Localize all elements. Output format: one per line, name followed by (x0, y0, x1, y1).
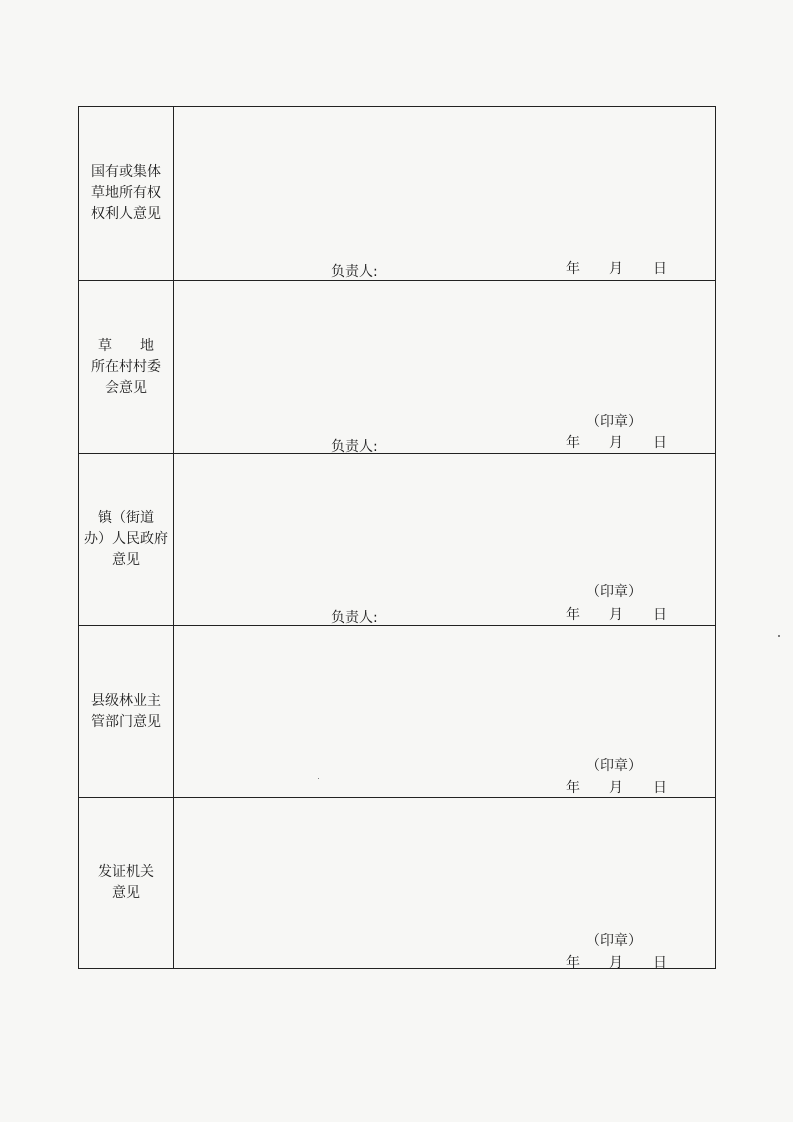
date-year-label: 年 (566, 607, 580, 623)
row-label-line: 意见 (112, 885, 140, 901)
row-label-line: 国有或集体 (91, 164, 161, 180)
date-month-label: 月 (609, 780, 623, 796)
form-row-village-committee-opinion (79, 280, 715, 453)
stamp-label: （印章） (586, 758, 642, 774)
row-label-line: 所在村村委 (91, 358, 161, 375)
opinion-content-cell[interactable] (174, 798, 715, 971)
date-month-label: 月 (609, 261, 623, 277)
opinion-content-cell[interactable] (174, 107, 715, 280)
row-label-cell (79, 798, 174, 968)
stamp-label: （印章） (586, 933, 642, 949)
signer-label: 负责人: (331, 439, 378, 455)
row-label-line: 草 地 (98, 337, 154, 354)
form-row-issuing-authority-opinion (79, 797, 715, 971)
row-label-line: 发证机关 (98, 864, 154, 880)
row-label-line: 办）人民政府 (84, 531, 168, 547)
scan-speck (318, 778, 319, 779)
date-year-label: 年 (566, 261, 580, 277)
form-row-owner-opinion (79, 107, 715, 280)
row-label-cell (79, 626, 174, 797)
opinion-content-cell[interactable] (174, 454, 715, 625)
row-label-line: 草地所有权 (91, 185, 161, 201)
date-year-label: 年 (566, 435, 580, 451)
row-label-cell (79, 454, 174, 625)
date-year-label: 年 (566, 780, 580, 796)
stamp-label: （印章） (586, 584, 642, 600)
row-label-line: 管部门意见 (91, 713, 161, 730)
form-row-county-forestry-opinion (79, 625, 715, 797)
signer-label: 负责人: (331, 264, 378, 280)
row-label-line: 意见 (112, 552, 140, 568)
date-month-label: 月 (609, 955, 623, 971)
stamp-label: （印章） (586, 414, 642, 430)
opinion-form-table (78, 106, 716, 969)
row-label-line: 权利人意见 (91, 206, 161, 222)
form-row-town-government-opinion (79, 453, 715, 625)
date-month-label: 月 (609, 435, 623, 451)
opinion-content-cell[interactable] (174, 281, 715, 453)
date-day-label: 日 (653, 607, 667, 623)
row-label-line: 县级林业主 (91, 692, 161, 709)
row-label-cell (79, 107, 174, 280)
date-day-label: 日 (653, 780, 667, 796)
date-day-label: 日 (653, 435, 667, 451)
scan-speck (778, 635, 780, 637)
row-label-line: 会意见 (105, 379, 147, 396)
date-day-label: 日 (653, 261, 667, 277)
row-label-cell (79, 281, 174, 453)
date-year-label: 年 (566, 955, 580, 971)
opinion-content-cell[interactable] (174, 626, 715, 797)
signer-label: 负责人: (331, 610, 378, 626)
date-day-label: 日 (653, 955, 667, 971)
row-label-line: 镇（街道 (98, 510, 154, 526)
date-month-label: 月 (609, 607, 623, 623)
